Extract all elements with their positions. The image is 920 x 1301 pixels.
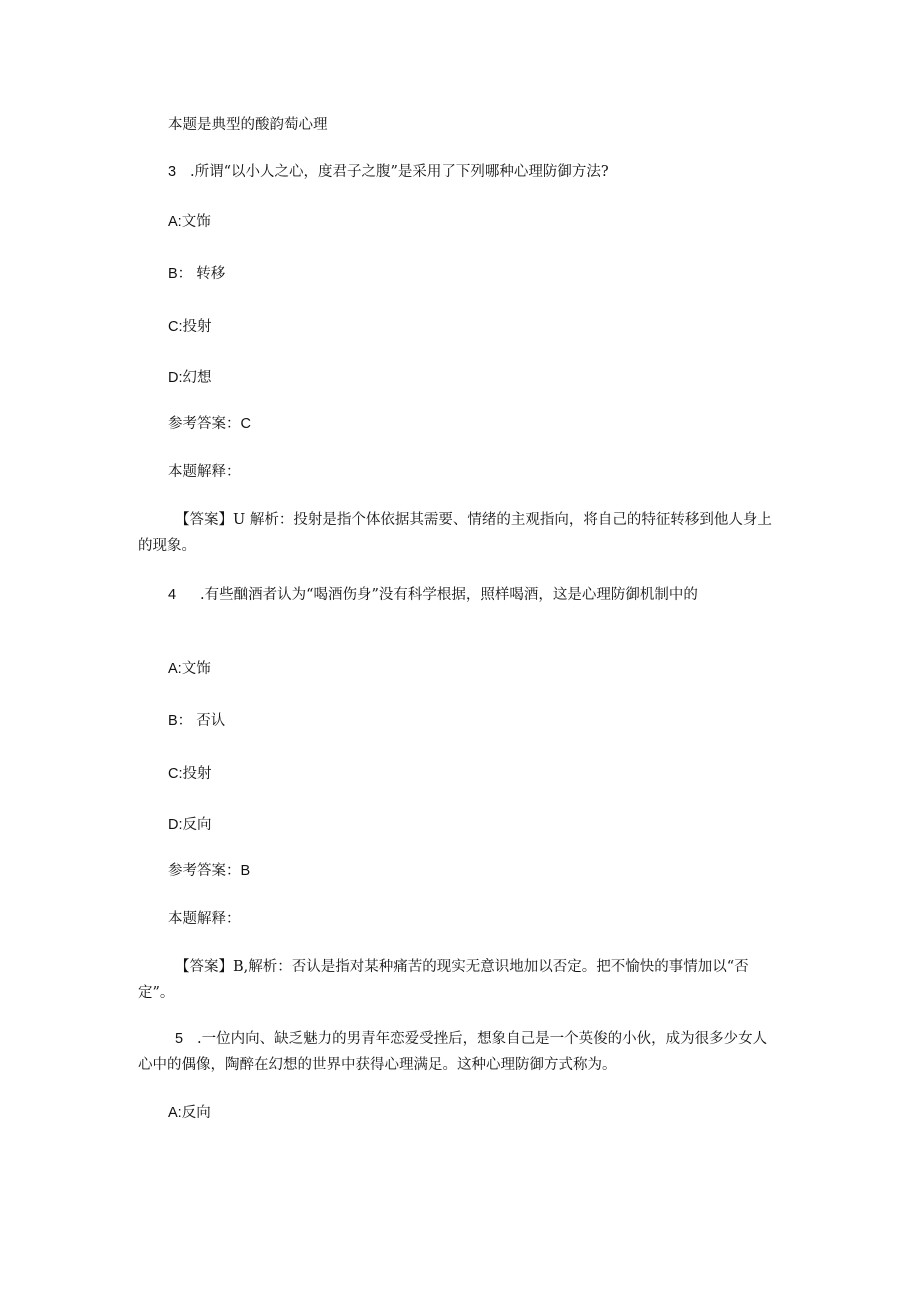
question-text: .所谓“以小人之心，度君子之腹”是采用了下列哪种心理防御方法? xyxy=(190,164,609,180)
q4-option-a: A:文饰 xyxy=(168,661,211,677)
question-number: 4 xyxy=(168,587,177,603)
question-4-stem xyxy=(168,583,788,607)
q5-option-a: A:反向 xyxy=(168,1105,211,1121)
q3-explanation-line-1: 【答案】U 解析：投射是指个体依据其需要、情绪的主观指向，将自己的特征转移到他人身上 xyxy=(175,512,772,528)
question-text: .有些酗酒者认为“喝酒伤身”没有科学根据，照样喝酒，这是心理防御机制中的 xyxy=(200,587,698,603)
q4-explanation-line-1: 【答案】B,解析：否认是指对某种痛苦的现实无意识地加以否定。把不愉快的事情加以“否 xyxy=(175,959,749,975)
question-5-stem-line-2: 心中的偶像，陶醉在幻想的世界中获得心理满足。这种心理防御方式称为。 xyxy=(138,1057,617,1073)
q3-option-b: B： 转移 xyxy=(168,266,226,282)
q3-explanation-label: 本题解释： xyxy=(168,464,241,480)
q3-explanation-line-2: 的现象。 xyxy=(138,538,196,554)
question-text: .一位内向、缺乏魅力的男青年恋爱受挫后，想象自己是一个英俊的小伙，成为很多少女人 xyxy=(197,1031,768,1047)
q4-option-c: C:投射 xyxy=(168,766,212,782)
q3-option-a: A:文饰 xyxy=(168,214,211,230)
q4-explanation-label: 本题解释： xyxy=(168,911,241,927)
question-5-stem-line-1 xyxy=(175,1027,795,1051)
q4-option-b: B： 否认 xyxy=(168,713,226,729)
prev-explanation-note: 本题是典型的酸韵萄心理 xyxy=(168,117,328,133)
question-number: 3 xyxy=(168,164,177,180)
q3-option-d: D:幻想 xyxy=(168,370,212,386)
question-3-stem xyxy=(168,160,788,184)
q4-explanation-line-2: 定”。 xyxy=(138,985,175,1001)
q4-option-d: D:反向 xyxy=(168,817,212,833)
q3-reference-answer: 参考答案：C xyxy=(168,416,251,432)
q4-reference-answer: 参考答案：B xyxy=(168,863,251,879)
q3-option-c: C:投射 xyxy=(168,319,212,335)
question-number: 5 xyxy=(175,1031,184,1047)
